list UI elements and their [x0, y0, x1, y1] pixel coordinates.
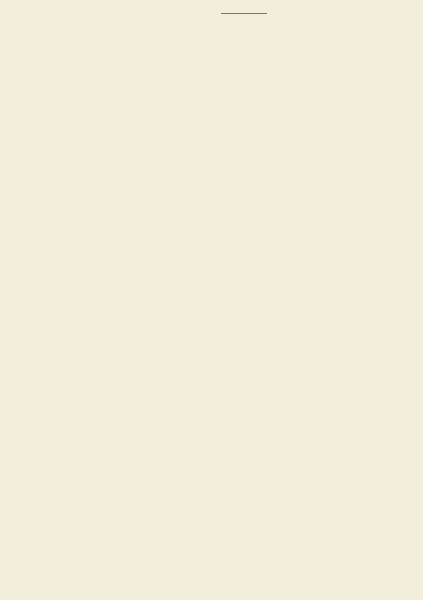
footnote-divider [221, 13, 267, 14]
left-column [30, 10, 203, 16]
right-column [221, 10, 394, 17]
